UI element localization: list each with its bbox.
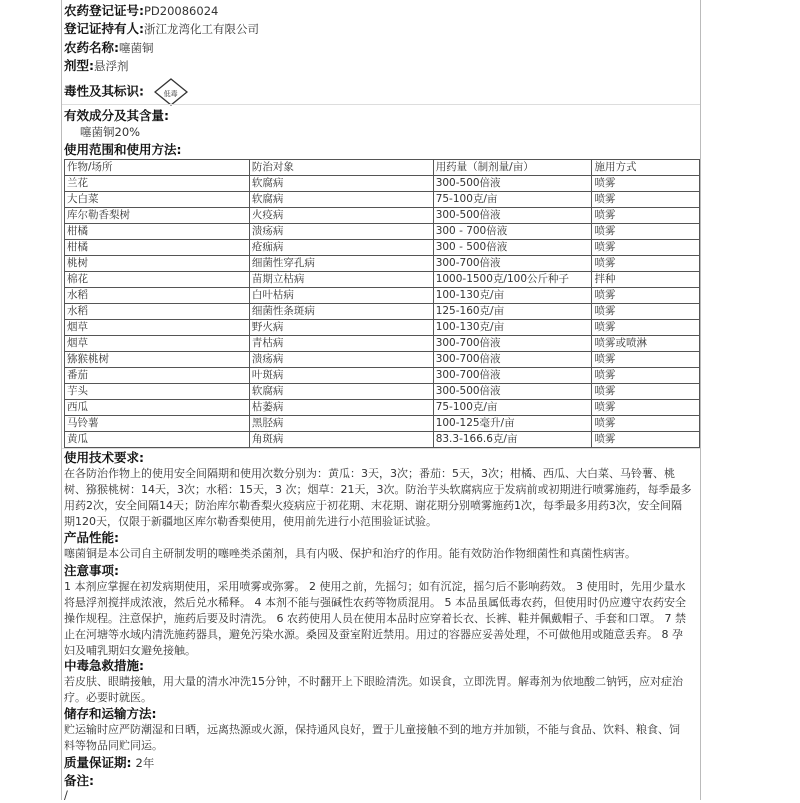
dosage-cell: 1000-1500克/100公斤种子	[433, 272, 592, 288]
dosage-cell: 75-100克/亩	[433, 400, 592, 416]
target-cell: 细菌性条斑病	[249, 304, 433, 320]
notes-heading	[64, 563, 119, 579]
crop-cell: 桃树	[65, 256, 250, 272]
col-header: 防治对象	[249, 160, 433, 176]
col-header: 用药量（制剂量/亩）	[433, 160, 592, 176]
target-cell: 溃疡病	[249, 224, 433, 240]
method-cell: 喷雾	[592, 176, 700, 192]
crop-cell: 大白菜	[65, 192, 250, 208]
target-cell: 软腐病	[249, 384, 433, 400]
method-cell: 喷雾	[592, 400, 700, 416]
crop-cell: 库尔勒香梨树	[65, 208, 250, 224]
toxicity-row	[64, 78, 188, 106]
col-header: 施用方式	[592, 160, 700, 176]
dosage-cell: 125-160克/亩	[433, 304, 592, 320]
storage-heading	[64, 706, 157, 722]
name-row	[64, 40, 154, 56]
crop-cell: 黄瓜	[65, 432, 250, 448]
features-text: 噻菌铜是本公司自主研制发明的噻唑类杀菌剂，具有内吸、保护和治疗的作用。能有效防治作物细菌性和真菌性病害。	[64, 547, 636, 560]
holder-row	[64, 21, 259, 37]
table-row	[65, 336, 700, 352]
usage-heading	[64, 142, 182, 158]
divider	[62, 448, 700, 449]
crop-cell: 柑橘	[65, 240, 250, 256]
table-row	[65, 320, 700, 336]
crop-cell: 西瓜	[65, 400, 250, 416]
col-header: 作物/场所	[65, 160, 250, 176]
target-cell: 苗期立枯病	[249, 272, 433, 288]
table-row	[65, 384, 700, 400]
crop-cell: 棉花	[65, 272, 250, 288]
crop-cell: 柑橘	[65, 224, 250, 240]
ingredient-label: 有效成分及其含量:	[64, 108, 169, 123]
target-cell: 疮痂病	[249, 240, 433, 256]
tech-heading	[64, 450, 144, 466]
target-cell: 溃疡病	[249, 352, 433, 368]
dosage-cell: 300-700倍液	[433, 336, 592, 352]
crop-cell: 烟草	[65, 320, 250, 336]
target-cell: 青枯病	[249, 336, 433, 352]
remark-value: /	[64, 788, 68, 802]
shelf-label: 质量保证期:	[64, 755, 132, 770]
tech-label: 使用技术要求:	[64, 450, 144, 465]
target-cell: 火疫病	[249, 208, 433, 224]
tech-text: 在各防治作物上的使用安全间隔期和使用次数分别为：黄瓜：3天，3次；番茄：5天，3次；柑橘、西瓜、大白菜、马铃薯、桃 树、猕猴桃树：14天，3次；水稻：15天，3 次；烟草：21天，3次。防治芋头软腐病应于发病前或初期进行喷雾施药，每季最多 用药2次，安全间隔14天；防治库尔勒香梨火疫病应于初花期、末花期、谢花期分别喷雾施药1次，每季最多用药3次，安全间隔 期120天，仅限于新疆地区库尔勒香梨使用，使用前先进行小范围验证试验。	[64, 467, 692, 528]
table-row	[65, 400, 700, 416]
table-row	[65, 176, 700, 192]
dosage-cell: 300 - 500倍液	[433, 240, 592, 256]
table-row	[65, 416, 700, 432]
target-cell: 黑胫病	[249, 416, 433, 432]
target-cell: 叶斑病	[249, 368, 433, 384]
dosage-cell: 300-500倍液	[433, 208, 592, 224]
dosage-cell: 75-100克/亩	[433, 192, 592, 208]
target-cell: 细菌性穿孔病	[249, 256, 433, 272]
table-header-row	[65, 160, 700, 176]
method-cell: 喷雾	[592, 320, 700, 336]
table-row	[65, 432, 700, 448]
method-cell: 喷雾	[592, 208, 700, 224]
crop-cell: 烟草	[65, 336, 250, 352]
features-heading	[64, 530, 119, 546]
method-cell: 拌种	[592, 272, 700, 288]
table-row	[65, 256, 700, 272]
notes-label: 注意事项:	[64, 563, 119, 578]
dosage-cell: 300-500倍液	[433, 384, 592, 400]
table-row	[65, 368, 700, 384]
dosage-cell: 300-700倍液	[433, 256, 592, 272]
storage-label: 储存和运输方法:	[64, 706, 157, 721]
table-row	[65, 208, 700, 224]
holder-label: 登记证持有人:	[64, 21, 144, 36]
usage-table	[64, 159, 700, 448]
ingredient-heading	[64, 108, 169, 124]
crop-cell: 芋头	[65, 384, 250, 400]
features-label: 产品性能:	[64, 530, 119, 545]
form-label: 剂型:	[64, 58, 94, 73]
form-row	[64, 58, 129, 74]
target-cell: 软腐病	[249, 176, 433, 192]
method-cell: 喷雾	[592, 432, 700, 448]
toxicity-label: 毒性及其标识:	[64, 83, 144, 99]
crop-cell: 水稻	[65, 288, 250, 304]
target-cell: 软腐病	[249, 192, 433, 208]
reg-no-row	[64, 3, 218, 19]
table-row	[65, 240, 700, 256]
crop-cell: 兰花	[65, 176, 250, 192]
usage-label: 使用范围和使用方法:	[64, 142, 182, 157]
low-toxicity-icon	[154, 78, 188, 106]
ingredient-value: 噻菌铜20%	[80, 125, 141, 139]
method-cell: 喷雾	[592, 288, 700, 304]
dosage-cell: 83.3-166.6克/亩	[433, 432, 592, 448]
name-label: 农药名称:	[64, 40, 119, 55]
dosage-cell: 100-130克/亩	[433, 320, 592, 336]
crop-cell: 猕猴桃树	[65, 352, 250, 368]
method-cell: 喷雾	[592, 304, 700, 320]
method-cell: 喷雾	[592, 384, 700, 400]
method-cell: 喷雾或喷淋	[592, 336, 700, 352]
target-cell: 野火病	[249, 320, 433, 336]
name-value: 噻菌铜	[119, 41, 154, 55]
method-cell: 喷雾	[592, 352, 700, 368]
notes-text: 1 本剂应掌握在初发病期使用，采用喷雾或弥雾。 2 使用之前，先摇匀；如有沉淀，摇匀后不影响药效。 3 使用时，先用少量水 将悬浮剂搅拌成浓液，然后兑水稀释。 4 本剂不能与强碱性农药等物质混用。 5 本品虽属低毒农药，但使用时仍应遵守农药安全 操作规程。注意保护，施药后要及时清洗。 6 农药使用人员在使用本品时应穿着长衣、长裤、鞋并佩戴帽子、手套和口罩。 7 禁 止在河塘等水域内清洗施药器具，避免污染水源。桑园及蚕室附近禁用。用过的容器应妥善处理，不可做他用或随意丢弃。 8 孕 妇及哺乳期妇女避免接触。	[64, 580, 686, 657]
table-row	[65, 288, 700, 304]
toxicity-badge-text: 低毒	[163, 90, 178, 98]
target-cell: 角斑病	[249, 432, 433, 448]
shelf-value: 2年	[135, 756, 155, 770]
reg-no-value: PD20086024	[144, 4, 219, 18]
label-document	[61, 0, 701, 800]
firstaid-label: 中毒急救措施:	[64, 658, 144, 673]
dosage-cell: 300 - 700倍液	[433, 224, 592, 240]
method-cell: 喷雾	[592, 368, 700, 384]
method-cell: 喷雾	[592, 192, 700, 208]
crop-cell: 马铃薯	[65, 416, 250, 432]
reg-no-label: 农药登记证号:	[64, 3, 144, 18]
dosage-cell: 300-700倍液	[433, 352, 592, 368]
dosage-cell: 300-500倍液	[433, 176, 592, 192]
method-cell: 喷雾	[592, 224, 700, 240]
method-cell: 喷雾	[592, 256, 700, 272]
table-row	[65, 352, 700, 368]
form-value: 悬浮剂	[94, 59, 129, 73]
firstaid-heading	[64, 658, 144, 674]
dosage-cell: 100-125毫升/亩	[433, 416, 592, 432]
target-cell: 白叶枯病	[249, 288, 433, 304]
dosage-cell: 100-130克/亩	[433, 288, 592, 304]
table-row	[65, 192, 700, 208]
dosage-cell: 300-700倍液	[433, 368, 592, 384]
remark-label: 备注:	[64, 773, 94, 788]
divider	[62, 104, 700, 105]
crop-cell: 水稻	[65, 304, 250, 320]
table-row	[65, 224, 700, 240]
target-cell: 枯萎病	[249, 400, 433, 416]
holder-value: 浙江龙湾化工有限公司	[144, 22, 259, 36]
crop-cell: 番茄	[65, 368, 250, 384]
method-cell: 喷雾	[592, 240, 700, 256]
table-row	[65, 272, 700, 288]
shelf-row	[64, 755, 154, 771]
table-row	[65, 304, 700, 320]
firstaid-text: 若皮肤、眼睛接触，用大量的清水冲洗15分钟，不时翻开上下眼睑清洗。如误食，立即洗胃。解毒剂为依地酸二钠钙，应对症治 疗。必要时就医。	[64, 675, 683, 704]
remark-heading	[64, 773, 94, 789]
method-cell: 喷雾	[592, 416, 700, 432]
storage-text: 贮运输时应严防潮湿和日晒，远离热源或火源，保持通风良好，置于儿童接触不到的地方并加锁，不能与食品、饮料、粮食、饲 料等物品同贮同运。	[64, 723, 680, 752]
